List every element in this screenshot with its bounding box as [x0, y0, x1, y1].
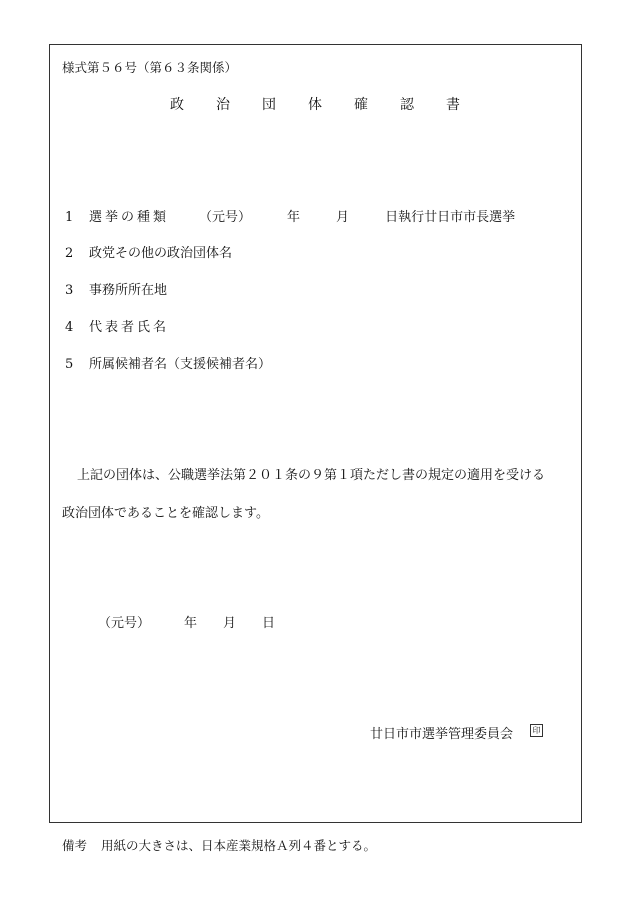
item-label: 選挙の種類: [89, 210, 170, 225]
document-title: [0, 94, 630, 114]
item-era: （元号）: [199, 210, 252, 225]
title-char: 認: [400, 97, 414, 113]
item-representative: [65, 316, 169, 335]
title-char: 治: [216, 97, 230, 113]
seal-mark: 印: [530, 724, 543, 737]
body-text-line-1: 上記の団体は、公職選挙法第２０１条の９第１項ただし書の規定の適用を受ける: [77, 468, 546, 483]
body-text-line-2: 政治団体であることを確認します。: [62, 506, 269, 521]
item-number: 5: [65, 357, 74, 372]
issue-date: [98, 612, 275, 631]
item-year: 年: [287, 210, 301, 225]
item-office-address: [65, 279, 167, 298]
date-year: 年: [184, 616, 198, 631]
item-number: 2: [65, 246, 74, 261]
committee-name: 廿日市市選挙管理委員会: [370, 727, 514, 742]
title-char: 団: [262, 97, 276, 113]
item-number: 1: [65, 210, 74, 225]
footnote-label: 備考: [62, 838, 88, 853]
title-char: 書: [446, 97, 460, 113]
footnote-text: 用紙の大きさは、日本産業規格Ａ列４番とする。: [101, 838, 377, 853]
form-frame: [49, 44, 582, 823]
item-label: 政党その他の政治団体名: [89, 246, 233, 261]
date-era: （元号）: [98, 616, 151, 631]
item-label: 事務所所在地: [89, 283, 168, 298]
footnote: [62, 836, 376, 854]
item-label: 代表者氏名: [89, 320, 170, 335]
item-candidates: [65, 353, 271, 372]
item-month: 月: [336, 210, 350, 225]
item-suffix: 日執行廿日市市長選挙: [385, 210, 516, 225]
date-month: 月: [223, 616, 237, 631]
item-number: 4: [65, 320, 74, 335]
date-day: 日: [262, 616, 276, 631]
title-char: 政: [170, 97, 184, 113]
item-election-type: [65, 206, 515, 225]
item-label: 所属候補者名（支援候補者名）: [89, 357, 272, 372]
title-char: 確: [354, 97, 368, 113]
form-number: 様式第５６号（第６３条関係）: [62, 60, 238, 75]
item-party-name: [65, 242, 232, 261]
item-number: 3: [65, 283, 74, 298]
title-char: 体: [308, 97, 322, 113]
